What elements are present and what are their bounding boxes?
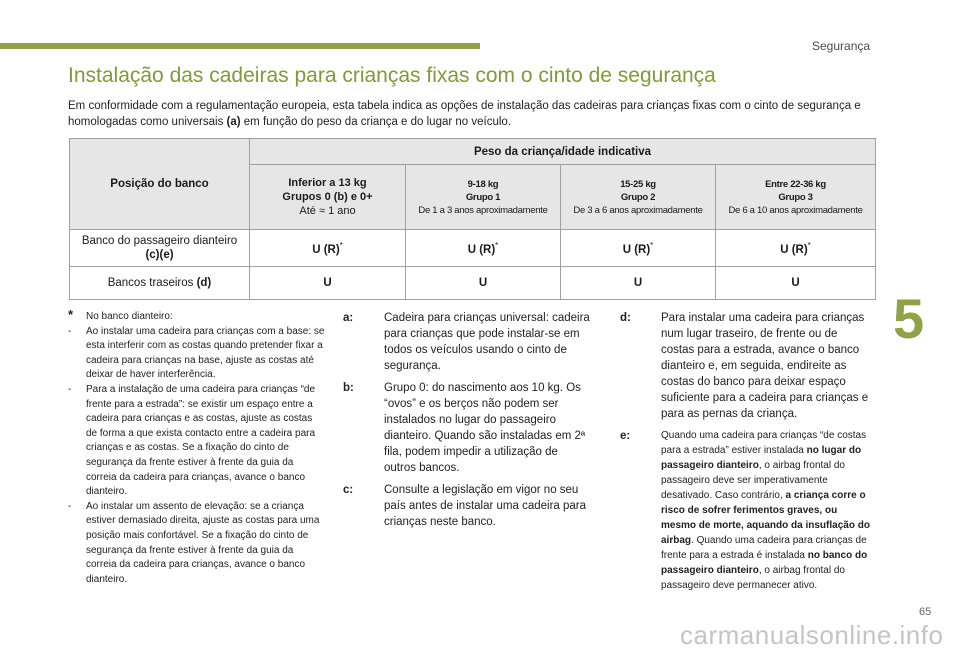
note-a: a: Cadeira para crianças universal: cadeira para crianças que pode instalar-se em todos os veículos usando o cinto de segurança. (343, 312, 590, 372)
page-number: 65 (919, 606, 932, 618)
note-b: b: Grupo 0: do nascimento aos 10 kg. Os “ovos” e os berços não podem ser instalados no lugar do passageiro dianteiro. Quando são instaladas em 2ª fila, podem impedir a utilização de outros bancos. (343, 382, 586, 474)
table-row (70, 267, 876, 300)
note-c: c: Consulte a legislação em vigor no seu país antes de instalar uma cadeira para crianças neste banco. (343, 484, 587, 528)
note-d: d: Para instalar uma cadeira para crianças num lugar traseiro, de frente ou de costas para a estrada, avance o banco dianteiro e, em seguida, endireite as costas do banco para deixar espaço suficiente para a cadeira para crianças e para as pernas da criança. (620, 312, 869, 420)
table-cell: U (716, 267, 876, 300)
table-cell: U (R)* (561, 230, 716, 267)
weight-header: Peso da criança/idade indicativa (250, 139, 876, 165)
intro-paragraph: Em conformidade com a regulamentação europeia, esta tabela indica as opções de instalação das cadeiras para crianças fixas com o cinto de segurança e homologadas como universais (a) em função do peso da criança e do lugar no veículo. (68, 100, 861, 128)
notes-column-middle (343, 310, 593, 536)
table-cell: U (R)* (716, 230, 876, 267)
footnote-item: - Ao instalar uma cadeira para crianças com a base: se esta interferir com as costas quando pretender fixar a cadeira para crianças na base, ajuste as costas até deixar de haver interferência. (68, 325, 325, 381)
group-header: Inferior a 13 kg Grupos 0 (b) e 0+ Até ≈ 1 ano (250, 165, 406, 230)
chapter-number: 5 (893, 287, 925, 350)
group-header: Entre 22-36 kg Grupo 3 De 6 a 10 anos aproximadamente (716, 165, 876, 230)
row-label: Bancos traseiros (d) (70, 267, 250, 300)
group-header: 9-18 kg Grupo 1 De 1 a 3 anos aproximadamente (406, 165, 561, 230)
table-row (70, 230, 876, 267)
group-header: 15-25 kg Grupo 2 De 3 a 6 anos aproximadamente (561, 165, 716, 230)
footnote-item: - Para a instalação de uma cadeira para crianças “de frente para a estrada”: se existir um espaço entre a cadeira para crianças e as costas, ajuste as costas de forma a que exista contacto entre a cadeira para crianças e as costas. Se a fixação do cinto de segurança da frente estiver à frente da guia da correia da cadeira para crianças, avance o banco dianteiro. (68, 383, 316, 498)
footnote-block: * No banco dianteiro: - Ao instalar uma cadeira para crianças com a base: se esta interferir com as costas quando pretender fixar a cadeira para crianças na base, ajuste as costas até deixar de haver interferência. - Para a instalação de uma cadeira para crianças “de frente para a estrada”: se existir um espaço entre a cadeira para crianças e as costas, ajuste as costas de forma a que exista contacto entre a cadeira para crianças e as costas. Se a fixação do cinto de segurança da frente estiver à frente da guia da correia da cadeira para crianças, avance o banco dianteiro. - Ao instalar um assento de elevação: se a criança estiver demasiado direita, ajuste as costas para uma posição mais confortável. Se a fixação do cinto de segurança da frente estiver à frente da guia da correia da cadeira para crianças, avance o banco dianteiro. (68, 310, 326, 587)
notes-column-right (620, 310, 872, 599)
table-cell: U (406, 267, 561, 300)
seat-installation-table (69, 138, 876, 300)
table-cell: U (250, 267, 406, 300)
watermark: carmanualsonline.info (680, 620, 944, 650)
row-label: Banco do passageiro dianteiro (c)(e) (70, 230, 250, 267)
page-title: Instalação das cadeiras para crianças fixas com o cinto de segurança (68, 64, 716, 87)
position-header: Posição do banco (70, 139, 250, 230)
footnote-item: - Ao instalar um assento de elevação: se a criança estiver demasiado direita, ajuste as costas para uma posição mais confortável. Se a fixação do cinto de segurança da frente estiver à frente da guia da correia da cadeira para crianças, avance o banco dianteiro. (68, 500, 320, 585)
top-accent-bar (0, 43, 480, 49)
table-cell: U (R)* (406, 230, 561, 267)
table-cell: U (R)* (250, 230, 406, 267)
note-e: e: Quando uma cadeira para crianças “de costas para a estrada” estiver instalada no lugar do passageiro dianteiro, o airbag frontal do passageiro deve ser imperativamente desativado. Caso contrário, a criança corre o risco de sofrer ferimentos graves, ou mesmo de morte, aquando da insuflação do airbag. Quando uma cadeira para crianças de frente para a estrada é instalada no banco do passageiro dianteiro, o airbag frontal do passageiro deve permanecer ativo. (620, 430, 870, 591)
table-cell: U (561, 267, 716, 300)
section-label: Segurança (812, 39, 871, 53)
